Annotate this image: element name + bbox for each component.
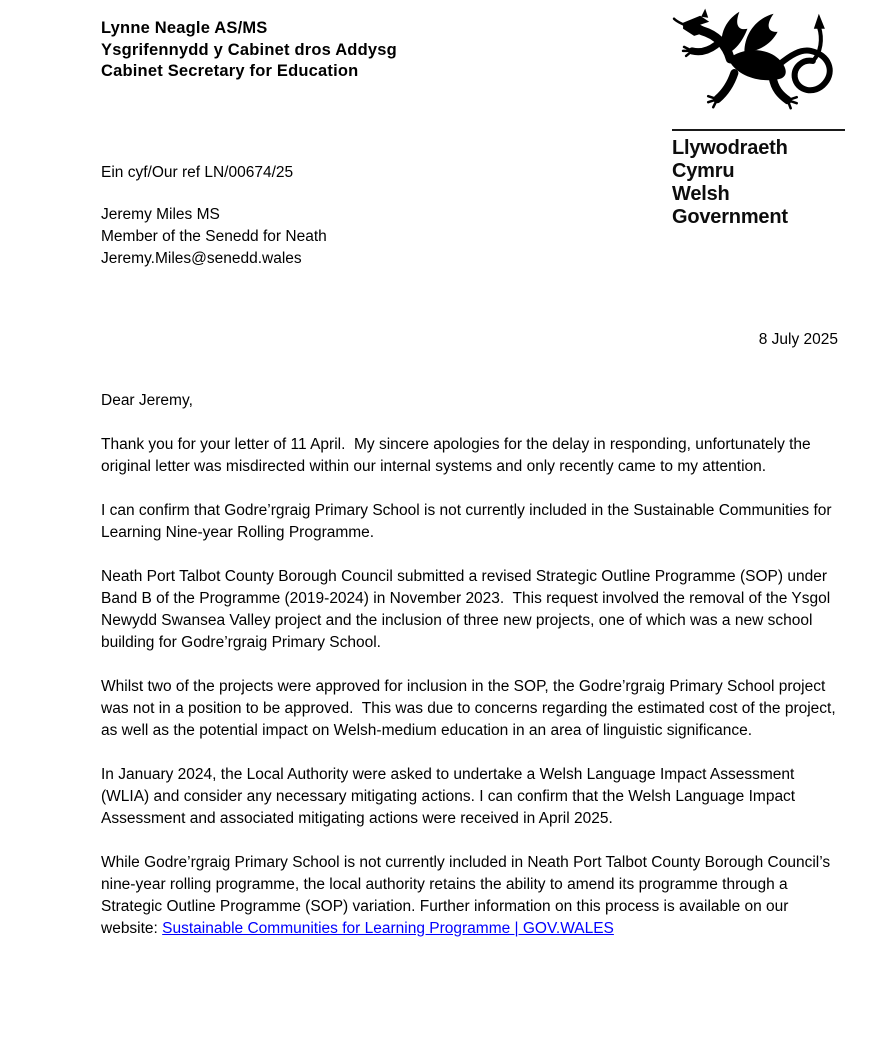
letter-content [101, 18, 838, 940]
recipient-role: Member of the Senedd for Neath [101, 227, 327, 245]
recipient-block [101, 204, 838, 270]
logo-title-welsh: Llywodraeth Cymru [672, 137, 788, 182]
letter-paragraph: Neath Port Talbot County Borough Council submitted a revised Strategic Outline Programme (SOP) under Band B of the Programme (2019-2024) in November 2023. This request involved the removal of the Ysgol Newydd Swansea Valley project and the inclusion of three new projects, one of which was a new school building for Godre’rgraig Primary School. [101, 567, 835, 651]
logo-title-english: Welsh Government [672, 183, 788, 228]
letter-paragraph: Whilst two of the projects were approved for inclusion in the SOP, the Godre’rgraig Primary School project was not in a position to be approved. This was due to concerns regarding the estimated cost of the project, as well as the potential impact on Welsh-medium education in an area of linguistic significance. [101, 677, 840, 739]
letter-paragraph-final [101, 852, 838, 940]
letter-paragraph: In January 2024, the Local Authority were asked to undertake a Welsh Language Impact Assessment (WLIA) and consider any necessary mitigating actions. I can confirm that the Welsh Language Impact Assessment and associated mitigating actions were received in April 2025. [101, 765, 799, 827]
sustainable-communities-link[interactable]: Sustainable Communities for Learning Programme | GOV.WALES [162, 919, 614, 937]
sender-title-welsh: Ysgrifennydd y Cabinet dros Addysg [101, 40, 397, 59]
sender-name: Lynne Neagle AS/MS [101, 19, 268, 37]
sender-title-english: Cabinet Secretary for Education [101, 62, 359, 80]
final-paragraph-text: While Godre’rgraig Primary School is not currently included in Neath Port Talbot County Borough Council’s nine-year rolling programme, the local authority retains the ability to amend its programme through a Strategic Outline Programme (SOP) variation. Further information on this process is available on our website: [101, 853, 835, 937]
sender-block [101, 18, 838, 83]
letter-body [101, 434, 838, 940]
letter-paragraph: I can confirm that Godre’rgraig Primary School is not currently included in the Sustainable Communities for Learning Nine-year Rolling Programme. [101, 501, 836, 541]
recipient-name: Jeremy Miles MS [101, 205, 220, 223]
letter-paragraph: Thank you for your letter of 11 April. My sincere apologies for the delay in responding, unfortunately the original letter was misdirected within our internal systems and only recently came to my attention. [101, 435, 815, 475]
recipient-email: Jeremy.Miles@senedd.wales [101, 249, 302, 267]
letter-date: 8 July 2025 [758, 330, 838, 348]
reference-line: Ein cyf/Our ref LN/00674/25 [101, 163, 294, 181]
salutation: Dear Jeremy, [101, 391, 193, 409]
